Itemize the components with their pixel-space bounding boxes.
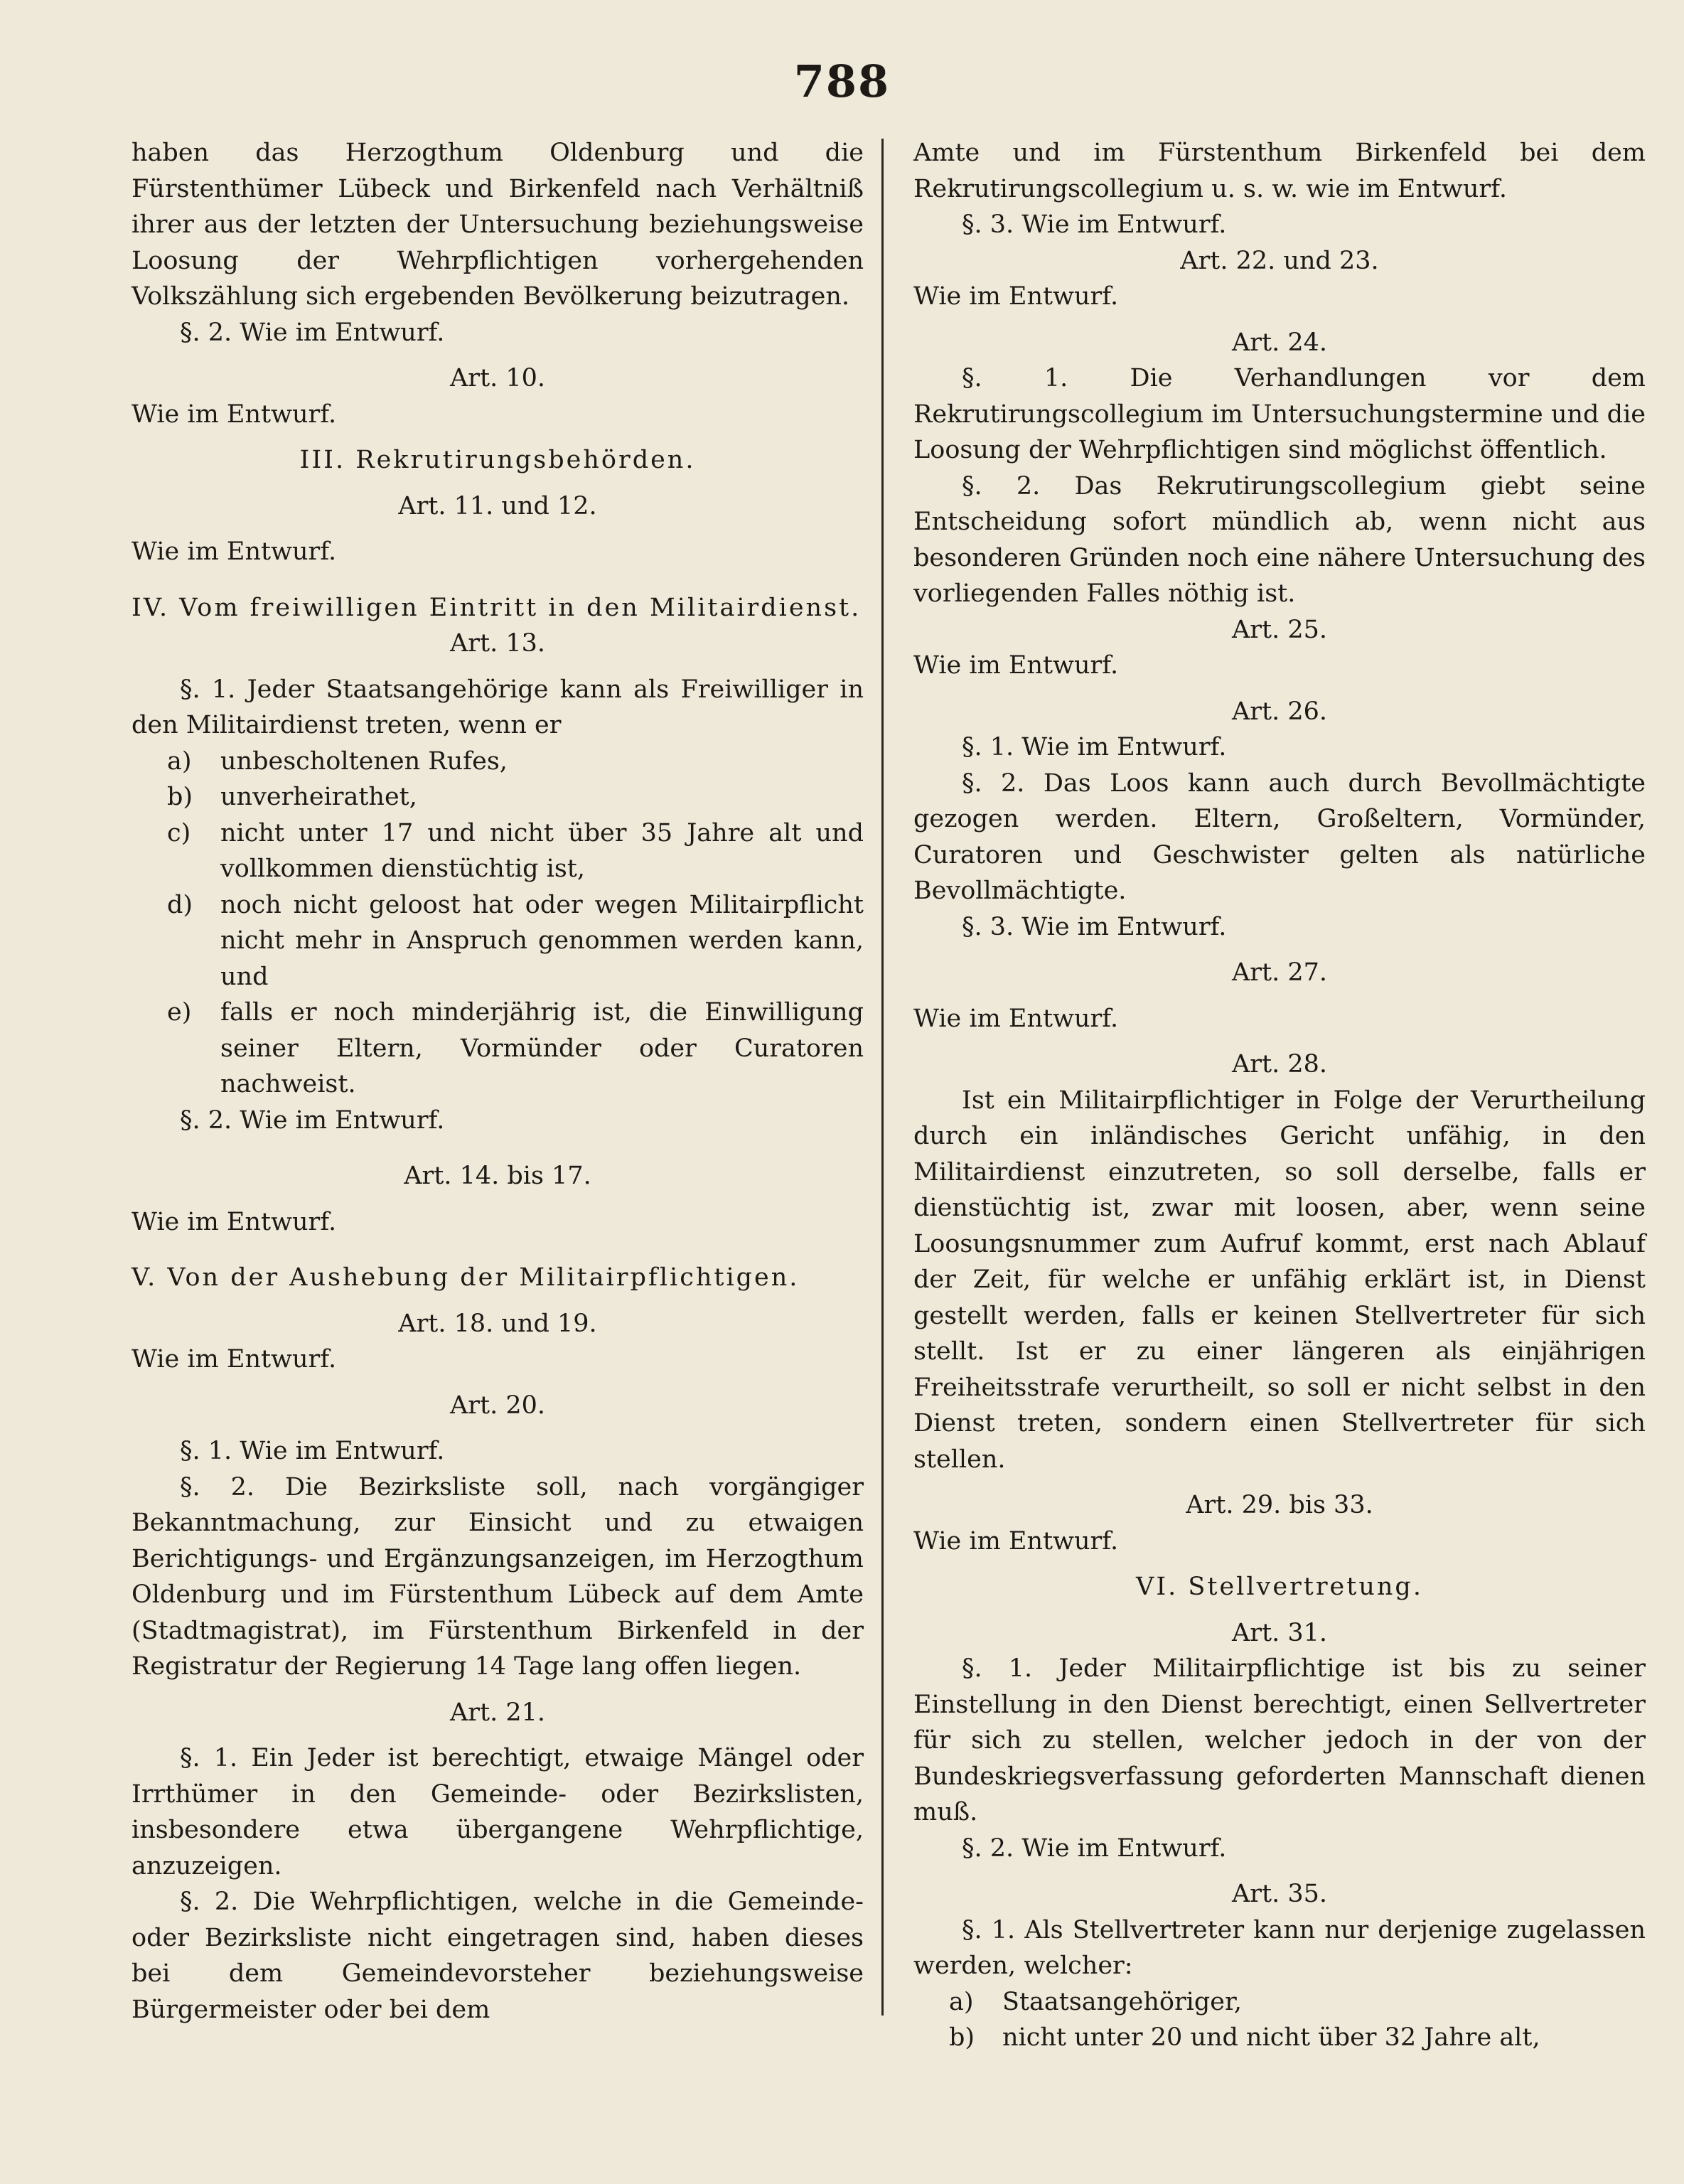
paragraph: Wie im Entwurf. bbox=[913, 1526, 1119, 1556]
paragraph: §. 1. Wie im Entwurf. bbox=[962, 733, 1227, 761]
paragraph: Wie im Entwurf. bbox=[913, 1004, 1119, 1033]
paragraph: §. 3. Wie im Entwurf. bbox=[962, 912, 1227, 941]
article-heading: Art. 26. bbox=[1232, 697, 1327, 726]
list-item: c) nicht unter 17 und nicht über 35 Jahre alt und vollkommen dienstüchtig ist, bbox=[167, 818, 864, 883]
paragraph: §. 1. Die Verhandlungen vor dem Rekrutirungscollegium im Untersuchungstermine und die Loosung der Wehrpflichtigen sind möglichst öffentlich. bbox=[913, 364, 1646, 464]
paragraph: §. 1. Jeder Militairpflichtige ist bis zu seiner Einstellung in den Dienst berechtigt, einen Sellvertreter für sich zu stellen, welcher jedoch in der von der Bundeskriegsverfassung geforderten Mannschaft dienen muß. bbox=[913, 1654, 1646, 1826]
paragraph: Wie im Entwurf. bbox=[132, 1345, 337, 1374]
right-column bbox=[913, 135, 1646, 2056]
paragraph: Wie im Entwurf. bbox=[132, 400, 337, 429]
paragraph: §. 2. Das Loos kann auch durch Bevollmächtigte gezogen werden. Eltern, Großeltern, Vormünder, Curatoren und Geschwister gelten als natürliche Bevollmächtigte. bbox=[913, 769, 1646, 905]
paragraph: Ist ein Militairpflichtiger in Folge der Verurtheilung durch ein inländisches Gericht unfähig, in den Militairdienst einzutreten, so soll derselbe, falls er dienstüchtig ist, zwar mit loosen, aber, wenn seine Loosungsnummer zum Aufruf kommt, erst nach Ablauf der Zeit, für welche er unfähig erklärt ist, in Dienst gestellt werden, falls er keinen Stellvertreter für sich stellt. Ist er zu einer längeren als einjährigen Freiheitsstrafe verurtheilt, so soll er nicht selbst in den Dienst treten, sondern einen Stellvertreter für sich stellen. bbox=[913, 1086, 1646, 1474]
paragraph: Wie im Entwurf. bbox=[913, 651, 1119, 680]
article-heading: Art. 20. bbox=[450, 1391, 545, 1420]
page-number: 788 bbox=[793, 55, 891, 107]
paragraph: §. 3. Wie im Entwurf. bbox=[962, 210, 1227, 239]
article-heading: Art. 35. bbox=[1232, 1880, 1327, 1908]
paragraph: §. 1. Ein Jeder ist berechtigt, etwaige Mängel oder Irrthümer in den Gemeinde- oder Bezirkslisten, insbesondere etwa übergangene Wehrpflichtige, anzuzeigen. bbox=[132, 1744, 864, 1880]
paragraph: §. 1. Jeder Staatsangehörige kann als Freiwilliger in den Militairdienst treten, wenn er bbox=[132, 675, 864, 739]
left-column bbox=[132, 135, 864, 2028]
article-heading: Art. 22. und 23. bbox=[1180, 246, 1379, 275]
list-item: a) Staatsangehöriger, bbox=[949, 1987, 1242, 2016]
section-heading: VI. Stellvertretung. bbox=[1136, 1573, 1423, 1601]
paragraph: §. 1. Als Stellvertreter kann nur derjenige zugelassen werden, welcher: bbox=[913, 1915, 1646, 1980]
section-heading: III. Rekrutirungsbehörden. bbox=[299, 446, 696, 474]
paragraph: haben das Herzogthum Oldenburg und die Fürstenthümer Lübeck und Birkenfeld nach Verhältniß ihrer aus der letzten der Untersuchung beziehungsweise Loosung der Wehrpflichtigen vorhergehenden Volkszählung sich ergebenden Bevölkerung beizutragen. bbox=[132, 139, 864, 311]
article-heading: Art. 29. bis 33. bbox=[1186, 1491, 1373, 1519]
list-item: e) falls er noch minderjährig ist, die Einwilligung seiner Eltern, Vormünder oder Curatoren nachweist. bbox=[167, 998, 864, 1098]
article-heading: Art. 13. bbox=[450, 629, 545, 658]
article-heading: Art. 24. bbox=[1232, 328, 1327, 357]
paragraph: Wie im Entwurf. bbox=[132, 1207, 337, 1236]
article-heading: Art. 28. bbox=[1232, 1050, 1327, 1078]
article-heading: Art. 25. bbox=[1232, 615, 1327, 644]
paragraph: Amte und im Fürstenthum Birkenfeld bei dem Rekrutirungscollegium u. s. w. wie im Entwurf. bbox=[913, 139, 1646, 203]
paragraph: §. 2. Wie im Entwurf. bbox=[180, 318, 445, 347]
section-heading: IV. Vom freiwilligen Eintritt in den Militairdienst. bbox=[132, 593, 862, 622]
article-heading: Art. 27. bbox=[1232, 958, 1327, 987]
list-item: d) noch nicht geloost hat oder wegen Militairpflicht nicht mehr in Anspruch genommen werden kann, und bbox=[167, 890, 864, 991]
article-heading: Art. 10. bbox=[450, 364, 545, 392]
article-heading: Art. 21. bbox=[450, 1698, 545, 1727]
paragraph: §. 2. Wie im Entwurf. bbox=[180, 1106, 445, 1135]
list-item: a) unbescholtenen Rufes, bbox=[167, 746, 508, 776]
paragraph: §. 2. Die Bezirksliste soll, nach vorgängiger Bekanntmachung, zur Einsicht und zu etwaigen Berichtigungs- und Ergänzungsanzeigen, im Herzogthum Oldenburg und im Fürstenthum Lübeck auf dem Amte (Stadtmagistrat), im Fürstenthum Birkenfeld in der Registratur der Regierung 14 Tage lang offen liegen. bbox=[132, 1472, 864, 1681]
section-heading: V. Von der Aushebung der Militairpflichtigen. bbox=[132, 1263, 800, 1292]
paragraph: Wie im Entwurf. bbox=[913, 282, 1119, 311]
article-heading: Art. 11. und 12. bbox=[398, 491, 597, 520]
paragraph: Wie im Entwurf. bbox=[132, 537, 337, 566]
paragraph: §. 2. Wie im Entwurf. bbox=[962, 1834, 1227, 1863]
article-heading: Art. 14. bis 17. bbox=[404, 1162, 591, 1190]
column-divider bbox=[881, 139, 884, 2016]
list-item: b) nicht unter 20 und nicht über 32 Jahre alt, bbox=[949, 2023, 1540, 2052]
paragraph: §. 2. Das Rekrutirungscollegium giebt seine Entscheidung sofort mündlich ab, wenn nicht aus besonderen Gründen noch eine nähere Untersuchung des vorliegenden Falles nöthig ist. bbox=[913, 471, 1646, 608]
paragraph: §. 1. Wie im Entwurf. bbox=[180, 1437, 445, 1465]
list-item: b) unverheirathet, bbox=[167, 783, 417, 811]
paragraph: §. 2. Die Wehrpflichtigen, welche in die Gemeinde- oder Bezirksliste nicht eingetragen sind, haben dieses bei dem Gemeindevorsteher beziehungsweise Bürgermeister oder bei dem bbox=[132, 1888, 864, 2024]
article-heading: Art. 31. bbox=[1232, 1618, 1327, 1647]
article-heading: Art. 18. und 19. bbox=[398, 1309, 597, 1338]
